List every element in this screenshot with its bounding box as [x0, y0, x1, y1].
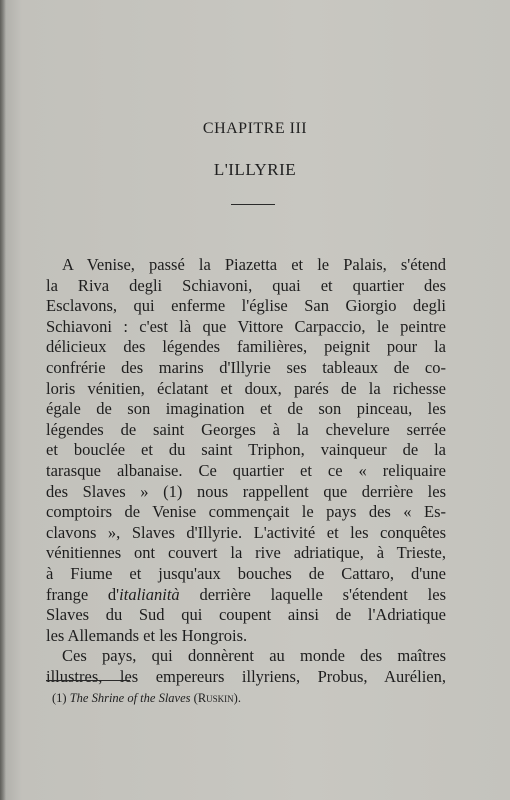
title-rule — [231, 204, 275, 205]
text-line: illustres, les empereurs illyriens, Probus, Aurélien, — [46, 666, 446, 686]
text-line: loris vénitien, éclatant et doux, parés de la richesse — [46, 378, 446, 398]
text-line: et bouclée et du saint Triphon, vainqueur de la — [46, 440, 446, 460]
text-line: Slaves du Sud qui coupent ainsi de l'Adriatique — [46, 605, 446, 625]
text-line: la Riva degli Schiavoni, quai et quartier des — [46, 275, 446, 295]
text-line: clavons », Slaves d'Illyrie. L'activité et les conquêtes — [46, 522, 446, 542]
chapter-label: CHAPITRE III — [202, 120, 308, 137]
footnote-author-suffix: ). — [233, 691, 241, 705]
text-line: à Fiume et jusqu'aux bouches de Cattaro, d'une — [46, 563, 446, 583]
text-line: légendes de saint Georges à la chevelure serrée — [46, 419, 446, 439]
text-line: tarasque albanaise. Ce quartier et ce « reliquaire — [46, 460, 446, 480]
text-fragment: derrière laquelle s'étendent les — [179, 584, 447, 604]
chapter-title: L'ILLYRIE — [213, 160, 297, 179]
text-line: les Allemands et les Hongrois. — [46, 625, 248, 645]
footnote-author-prefix: ( — [193, 691, 198, 705]
text-fragment: frange d' — [46, 584, 120, 604]
text-line: des Slaves » (1) nous rappellent que derrière les — [46, 481, 446, 501]
text-line: Esclavons, qui enferme l'église San Giorgio degli — [46, 296, 446, 316]
footnote-author: Ruskin — [197, 691, 234, 705]
text-line: Ces pays, qui donnèrent au monde des maîtres — [62, 646, 446, 666]
text-line: confrérie des marins d'Illyrie ses tableaux de co- — [46, 357, 446, 377]
body-text — [46, 255, 446, 687]
text-line: comptoirs de Venise commençait le pays des « Es- — [46, 502, 446, 522]
footnote-title: The Shrine of the Slaves — [69, 691, 191, 705]
text-line: délicieux des légendes familières, peignit pour la — [46, 337, 446, 357]
footnote-marker: (1) — [52, 691, 67, 705]
text-line: vénitiennes ont couvert la rive adriatique, à Trieste, — [46, 543, 446, 563]
text-line: égale de son imagination et de son pinceau, les — [46, 399, 446, 419]
text-line: A Venise, passé la Piazetta et le Palais, s'étend — [62, 255, 446, 274]
italic-word: italianità — [119, 584, 180, 604]
footnote-rule — [46, 680, 130, 681]
footnote — [52, 691, 432, 706]
text-line: Schiavoni : c'est là que Vittore Carpaccio, le peintre — [46, 316, 446, 336]
text-line-italianita — [46, 585, 446, 606]
